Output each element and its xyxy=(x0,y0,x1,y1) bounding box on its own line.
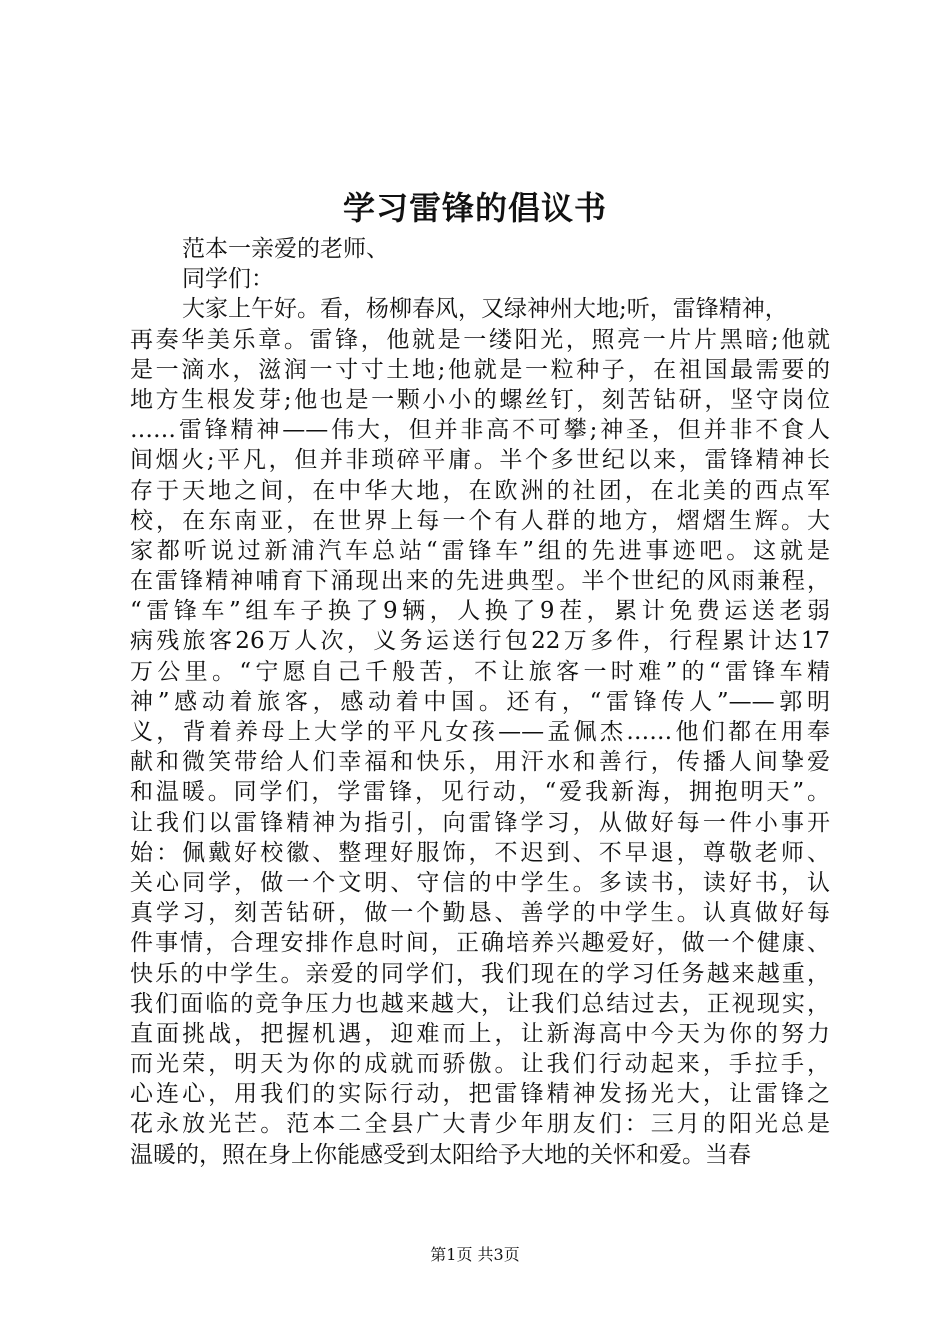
body-line: 花永放光芒。范本二全县广大青少年朋友们：三月的阳光总是 xyxy=(130,1111,830,1138)
body-line: 件事情，合理安排作息时间，正确培养兴趣爱好，做一个健康、 xyxy=(130,930,830,957)
body-line: 和温暖。同学们，学雷锋，见行动，“爱我新海，拥抱明天”。 xyxy=(130,779,830,806)
body-line: 我们面临的竞争压力也越来越大，让我们总结过去，正视现实， xyxy=(130,990,830,1017)
body-line: 万公里。“宁愿自己千般苦，不让旅客一时难”的“雷锋车精 xyxy=(130,658,830,685)
body-line: 快乐的中学生。亲爱的同学们，我们现在的学习任务越来越重， xyxy=(130,960,830,987)
body-line: “雷锋车”组车子换了9辆，人换了9茬，累计免费运送老弱 xyxy=(130,598,830,625)
body-line: 地方生根发芽;他也是一颗小小的螺丝钉，刻苦钻研，坚守岗位 xyxy=(130,386,830,413)
document-body xyxy=(130,234,830,1170)
body-line: 是一滴水，滋润一寸寸土地;他就是一粒种子，在祖国最需要的 xyxy=(130,356,830,383)
page-number-footer: 第1页 共3页 xyxy=(430,1245,520,1264)
body-line: 直面挑战，把握机遇，迎难而上，让新海高中今天为你的努力 xyxy=(130,1020,830,1047)
body-line: 间烟火;平凡，但并非琐碎平庸。半个多世纪以来，雷锋精神长 xyxy=(130,447,830,474)
body-line: 始：佩戴好校徽、整理好服饰，不迟到、不早退，尊敬老师、 xyxy=(130,839,830,866)
body-line: 再奏华美乐章。雷锋，他就是一缕阳光，照亮一片片黑暗;他就 xyxy=(130,326,830,353)
body-line: 大家上午好。看，杨柳春风，又绿神州大地;听，雷锋精神， xyxy=(182,296,788,323)
body-line: 在雷锋精神哺育下涌现出来的先进典型。半个世纪的风雨兼程， xyxy=(130,568,830,595)
body-line: 心连心，用我们的实际行动，把雷锋精神发扬光大，让雷锋之 xyxy=(130,1081,830,1108)
body-line: 而光荣，明天为你的成就而骄傲。让我们行动起来，手拉手， xyxy=(130,1051,830,1078)
body-line: 家都听说过新浦汽车总站“雷锋车”组的先进事迹吧。这就是 xyxy=(130,537,830,564)
body-line: 让我们以雷锋精神为指引，向雷锋学习，从做好每一件小事开 xyxy=(130,809,830,836)
body-line: 义，背着养母上大学的平凡女孩——孟佩杰……他们都在用奉 xyxy=(130,719,830,745)
body-line: 校，在东南亚，在世界上每一个有人群的地方，熠熠生辉。大 xyxy=(130,507,830,534)
body-line: 献和微笑带给人们幸福和快乐，用汗水和善行，传播人间挚爱 xyxy=(130,749,830,776)
body-line: 真学习，刻苦钻研，做一个勤恳、善学的中学生。认真做好每 xyxy=(130,900,830,927)
body-line: 神”感动着旅客，感动着中国。还有，“雷锋传人”——郭明 xyxy=(130,688,830,715)
body-line: 范本一亲爱的老师、 xyxy=(182,236,389,262)
page-title: 学习雷锋的倡议书 xyxy=(342,189,607,227)
body-line: 关心同学，做一个文明、守信的中学生。多读书，读好书，认 xyxy=(130,869,830,896)
body-line: 病残旅客26万人次，义务运送行包22万多件，行程累计达17 xyxy=(130,628,830,655)
body-line: 温暖的，照在身上你能感受到太阳给予大地的关怀和爱。当春 xyxy=(130,1141,751,1168)
body-line: 存于天地之间，在中华大地，在欧洲的社团，在北美的西点军 xyxy=(130,477,830,504)
body-line: 同学们： xyxy=(182,266,274,293)
body-line: ……雷锋精神——伟大，但并非高不可攀;神圣，但并非不食人 xyxy=(130,417,830,444)
